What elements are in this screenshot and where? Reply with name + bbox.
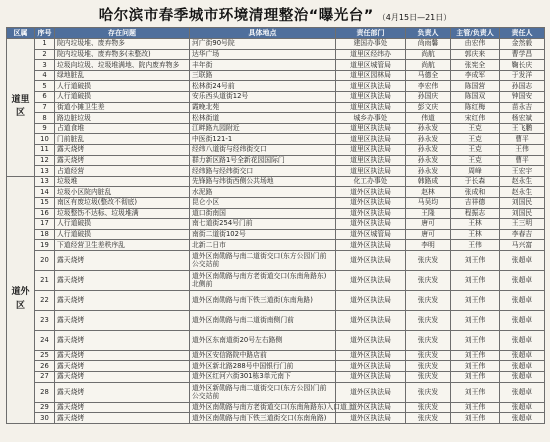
table-row [7, 134, 545, 145]
responsible-cell: 韩路成 [406, 176, 451, 187]
department-cell: 道外区执法局 [336, 413, 406, 424]
problem-cell: 绿地脏乱 [55, 70, 190, 81]
department-cell: 道外区执法局 [336, 382, 406, 402]
location-cell: 水泥路 [190, 187, 336, 198]
row-number: 25 [35, 350, 55, 361]
department-cell: 道里区执法局 [336, 81, 406, 92]
accountable-cell: 王飞鹏 [500, 123, 545, 134]
department-cell: 道里区城管局 [336, 60, 406, 71]
problem-cell: 露天烧烤 [55, 350, 190, 361]
table-row [7, 144, 545, 155]
department-cell: 道外区执法局 [336, 372, 406, 383]
supervisor-cell: 王克 [451, 123, 500, 134]
supervisor-cell: 陈国营 [451, 81, 500, 92]
problem-cell: 街道小摊卫生差 [55, 102, 190, 113]
supervisor-cell: 王林 [451, 219, 500, 230]
col-header: 责任部门 [336, 28, 406, 39]
responsible-cell: 张庆发 [406, 382, 451, 402]
supervisor-cell: 刘王伟 [451, 290, 500, 310]
title-date: （4月15日—21日） [377, 13, 452, 22]
problem-cell: 垃圾整饬不达标、垃圾堆满 [55, 208, 190, 219]
responsible-cell: 张庆发 [406, 372, 451, 383]
title-text: 哈尔滨市春季城市环境清理整治“曝光台” [98, 8, 374, 24]
location-cell: 群力新区路1号全新花园国际门 [190, 155, 336, 166]
table-row [7, 240, 545, 251]
department-cell: 道里区执法局 [336, 102, 406, 113]
accountable-cell: 赵永生 [500, 187, 545, 198]
supervisor-cell: 于长森 [451, 176, 500, 187]
responsible-cell: 张庆发 [406, 290, 451, 310]
problem-cell: 露天烧烤 [55, 250, 190, 270]
table-row [7, 81, 545, 92]
row-number: 5 [35, 81, 55, 92]
problem-cell: 人行道破损 [55, 219, 190, 230]
supervisor-cell: 刘王伟 [451, 402, 500, 413]
department-cell: 道外区执法局 [336, 187, 406, 198]
problem-cell: 垃圾堆 [55, 176, 190, 187]
row-number: 23 [35, 310, 55, 330]
table-row [7, 350, 545, 361]
col-header: 主管/负责人 [451, 28, 500, 39]
col-header: 具体地点 [190, 28, 336, 39]
table-row [7, 229, 545, 240]
accountable-cell: 张超卓 [500, 310, 545, 330]
row-number: 13 [35, 176, 55, 187]
problem-cell: 垃圾向垃圾、垃圾堆满地、院内废弃物多 [55, 60, 190, 71]
location-cell: 松林街24号前 [190, 81, 336, 92]
row-number: 8 [35, 113, 55, 124]
department-cell: 道外区执法局 [336, 250, 406, 270]
department-cell: 道里区执法局 [336, 166, 406, 177]
department-cell: 道外区执法局 [336, 290, 406, 310]
accountable-cell: 钟国安 [500, 91, 545, 102]
supervisor-cell: 宋红伟 [451, 113, 500, 124]
supervisor-cell: 程振志 [451, 208, 500, 219]
responsible-cell: 张庆发 [406, 402, 451, 413]
problem-cell: 露天烧烤 [55, 382, 190, 402]
accountable-cell: 张超卓 [500, 330, 545, 350]
responsible-cell: 赵林 [406, 187, 451, 198]
responsible-cell: 尚雨馨 [406, 39, 451, 50]
responsible-cell: 张庆发 [406, 310, 451, 330]
location-cell: 丰年街 [190, 60, 336, 71]
problem-cell: 露天烧烤 [55, 402, 190, 413]
row-number: 6 [35, 91, 55, 102]
table-row [7, 208, 545, 219]
location-cell: 经纬路与经纬街交口 [190, 166, 336, 177]
table-row [7, 123, 545, 134]
department-cell: 道外区执法局 [336, 208, 406, 219]
row-number: 21 [35, 270, 55, 290]
col-header: 区属 [7, 28, 35, 39]
supervisor-cell: 王克 [451, 144, 500, 155]
location-cell: 道外区南勋路与南二道街南侧门前 [190, 310, 336, 330]
accountable-cell: 杨宏斌 [500, 113, 545, 124]
supervisor-cell: 刘王伟 [451, 250, 500, 270]
table-row [7, 413, 545, 424]
location-cell: 松林街道 [190, 113, 336, 124]
location-cell: 安乐西头道街12号 [190, 91, 336, 102]
responsible-cell: 张庆发 [406, 270, 451, 290]
supervisor-cell: 刘王伟 [451, 413, 500, 424]
responsible-cell: 张庆发 [406, 350, 451, 361]
supervisor-cell: 刘王伟 [451, 270, 500, 290]
problem-cell: 门前脏乱 [55, 134, 190, 145]
location-cell: 经纬八道街与经纬街交口 [190, 144, 336, 155]
location-cell: 道外区南勋路与南下铁三道街(东南角路) [190, 290, 336, 310]
department-cell: 道里区执法局 [336, 134, 406, 145]
supervisor-cell: 王克 [451, 155, 500, 166]
supervisor-cell: 张成和 [451, 187, 500, 198]
responsible-cell: 伟道 [406, 113, 451, 124]
row-number: 2 [35, 49, 55, 60]
row-number: 10 [35, 134, 55, 145]
row-number: 22 [35, 290, 55, 310]
department-cell: 化工办事处 [336, 176, 406, 187]
row-number: 13 [35, 166, 55, 177]
supervisor-cell: 吉祥德 [451, 197, 500, 208]
supervisor-cell: 周峰 [451, 166, 500, 177]
supervisor-cell: 由宏伟 [451, 39, 500, 50]
supervisor-cell: 王克 [451, 134, 500, 145]
responsible-cell: 孙永发 [406, 123, 451, 134]
supervisor-cell: 郭庆来 [451, 49, 500, 60]
location-cell: 中医街121-1 [190, 134, 336, 145]
responsible-cell: 孙国庆 [406, 91, 451, 102]
responsible-cell: 李明 [406, 240, 451, 251]
department-cell: 道外区执法局 [336, 361, 406, 372]
supervisor-cell: 王林 [451, 229, 500, 240]
row-number: 28 [35, 382, 55, 402]
accountable-cell: 王伟 [500, 144, 545, 155]
location-cell: 三联路 [190, 70, 336, 81]
accountable-cell: 张超卓 [500, 413, 545, 424]
responsible-cell: 孙永发 [406, 155, 451, 166]
col-header: 责任人 [500, 28, 545, 39]
col-header: 序号 [35, 28, 55, 39]
department-cell: 道里区园林局 [336, 70, 406, 81]
location-cell: 江畔路九园附近 [190, 123, 336, 134]
table-row [7, 219, 545, 230]
row-number: 3 [35, 60, 55, 71]
supervisor-cell: 刘王伟 [451, 310, 500, 330]
table-row [7, 187, 545, 198]
col-header: 负责人 [406, 28, 451, 39]
row-number: 1 [35, 39, 55, 50]
department-cell: 道外区执法局 [336, 330, 406, 350]
location-cell: 道外区东南道街20号左右路侧 [190, 330, 336, 350]
supervisor-cell: 刘王伟 [451, 350, 500, 361]
supervisor-cell: 王伟 [451, 240, 500, 251]
problem-cell: 占道食堆 [55, 123, 190, 134]
accountable-cell: 张超卓 [500, 361, 545, 372]
responsible-cell: 孙永发 [406, 134, 451, 145]
table-row [7, 91, 545, 102]
location-cell: 先锋路与纬街西侧公共场地 [190, 176, 336, 187]
supervisor-cell: 刘王伟 [451, 330, 500, 350]
problem-cell: 南区有废垃圾(整改不彻底) [55, 197, 190, 208]
responsible-cell: 唐可 [406, 219, 451, 230]
row-number: 7 [35, 102, 55, 113]
responsible-cell: 尚航 [406, 60, 451, 71]
supervisor-cell: 刘王伟 [451, 372, 500, 383]
department-cell: 城乡办事处 [336, 113, 406, 124]
responsible-cell: 尚航 [406, 49, 451, 60]
col-header: 存在问题 [55, 28, 190, 39]
accountable-cell: 王宏宇 [500, 166, 545, 177]
table-row [7, 113, 545, 124]
row-number: 20 [35, 250, 55, 270]
accountable-cell: 张超卓 [500, 290, 545, 310]
responsible-cell: 张庆发 [406, 413, 451, 424]
table-row [7, 49, 545, 60]
accountable-cell: 张超卓 [500, 372, 545, 383]
accountable-cell: 王三明 [500, 219, 545, 230]
accountable-cell: 曹学昌 [500, 49, 545, 60]
location-cell: 道外区南勋路与南二道街交口(东方公园)门前公交站前 [190, 250, 336, 270]
department-cell: 道外区执法局 [336, 310, 406, 330]
problem-cell: 院内垃圾堆、废弃物多 [55, 39, 190, 50]
problem-cell: 露天烧烤 [55, 413, 190, 424]
location-cell: 南街二道街102号 [190, 229, 336, 240]
problem-cell: 人行道破损 [55, 91, 190, 102]
location-cell: 昆仑小区 [190, 197, 336, 208]
problem-cell: 露天烧烤 [55, 155, 190, 166]
table-row [7, 60, 545, 71]
problem-cell: 占道经营 [55, 166, 190, 177]
department-cell: 道外区执法局 [336, 219, 406, 230]
problem-cell: 露天烧烤 [55, 270, 190, 290]
problem-cell: 露天烧烤 [55, 144, 190, 155]
table-row [7, 155, 545, 166]
problem-cell: 人行道破损 [55, 81, 190, 92]
location-cell: 南七道街254号门前 [190, 219, 336, 230]
responsible-cell: 王隆 [406, 208, 451, 219]
row-number: 12 [35, 155, 55, 166]
problem-cell: 路边脏垃圾 [55, 113, 190, 124]
row-number: 29 [35, 402, 55, 413]
problem-cell: 人行道破损 [55, 229, 190, 240]
department-cell: 道里区执法局 [336, 123, 406, 134]
problem-cell: 露天烧烤 [55, 330, 190, 350]
row-number: 26 [35, 361, 55, 372]
location-cell: 道外区南勋路与南方老街道交口(东南角路东)入口道上 [190, 402, 336, 413]
department-cell: 道里区执法局 [336, 155, 406, 166]
table-row [7, 290, 545, 310]
accountable-cell: 张超卓 [500, 270, 545, 290]
supervisor-cell: 刘王伟 [451, 382, 500, 402]
row-number: 15 [35, 197, 55, 208]
responsible-cell: 李宏伟 [406, 81, 451, 92]
accountable-cell: 曹平 [500, 134, 545, 145]
responsible-cell: 马吴均 [406, 197, 451, 208]
row-number: 27 [35, 372, 55, 383]
district-cell: 道外区 [7, 176, 35, 423]
department-cell: 道外区执法局 [336, 197, 406, 208]
row-number: 17 [35, 219, 55, 230]
location-cell: 道外区安信路院中路店前 [190, 350, 336, 361]
table-row [7, 39, 545, 50]
accountable-cell: 孙国志 [500, 81, 545, 92]
department-cell: 建国办事处 [336, 39, 406, 50]
table-row [7, 176, 545, 187]
district-cell: 道里区 [7, 39, 35, 177]
problem-cell: 下道经营卫生差秩序乱 [55, 240, 190, 251]
row-number: 4 [35, 70, 55, 81]
row-number: 16 [35, 208, 55, 219]
accountable-cell: 张超卓 [500, 250, 545, 270]
row-number: 18 [35, 229, 55, 240]
location-cell: 达华广场 [190, 49, 336, 60]
location-cell: 道外区南勋路与南方老街道交口(东南角路东)北侧前 [190, 270, 336, 290]
accountable-cell: 李春吉 [500, 229, 545, 240]
responsible-cell: 张庆发 [406, 330, 451, 350]
accountable-cell: 金然毅 [500, 39, 545, 50]
accountable-cell: 苗永吉 [500, 102, 545, 113]
location-cell: 道外区红河六街301栋3单元南下 [190, 372, 336, 383]
table-row [7, 382, 545, 402]
responsible-cell: 孙永发 [406, 144, 451, 155]
department-cell: 道外区执法局 [336, 402, 406, 413]
row-number: 9 [35, 123, 55, 134]
table-row [7, 102, 545, 113]
responsible-cell: 彭文庆 [406, 102, 451, 113]
department-cell: 道里区执法局 [336, 91, 406, 102]
department-cell: 道外区执法局 [336, 350, 406, 361]
supervisor-cell: 刘王伟 [451, 361, 500, 372]
problem-cell: 露天烧烤 [55, 310, 190, 330]
row-number: 24 [35, 330, 55, 350]
location-cell: 霞晚北苑 [190, 102, 336, 113]
problem-cell: 院内垃圾堆、废弃物多(未整改) [55, 49, 190, 60]
problem-cell: 露天烧烤 [55, 290, 190, 310]
accountable-cell: 刘国民 [500, 208, 545, 219]
problem-cell: 露天烧烤 [55, 361, 190, 372]
supervisor-cell: 张宪全 [451, 60, 500, 71]
table-header-row [7, 28, 545, 39]
accountable-cell: 张超卓 [500, 350, 545, 361]
document-title [0, 4, 550, 25]
accountable-cell: 刘国民 [500, 197, 545, 208]
accountable-cell: 曹平 [500, 155, 545, 166]
exposure-table [6, 27, 545, 424]
table-row [7, 372, 545, 383]
table-row [7, 270, 545, 290]
location-cell: 道外区南勋路与南下铁三道街交口(东南角路) [190, 413, 336, 424]
table-row [7, 70, 545, 81]
department-cell: 道外区执法局 [336, 240, 406, 251]
table-row [7, 330, 545, 350]
responsible-cell: 孙永发 [406, 166, 451, 177]
department-cell: 道里区执法局 [336, 144, 406, 155]
responsible-cell: 张庆发 [406, 250, 451, 270]
location-cell: 道口街南国 [190, 208, 336, 219]
responsible-cell: 马德全 [406, 70, 451, 81]
supervisor-cell: 陈红梅 [451, 102, 500, 113]
table-row [7, 361, 545, 372]
table-row [7, 310, 545, 330]
table-row [7, 197, 545, 208]
department-cell: 道外区城管局 [336, 229, 406, 240]
location-cell: 北新二日市 [190, 240, 336, 251]
accountable-cell: 张超卓 [500, 382, 545, 402]
accountable-cell: 张超卓 [500, 402, 545, 413]
problem-cell: 露天烧烤 [55, 372, 190, 383]
location-cell: 道外区新勋路与南二道街交口(东方公园)门前公交站前 [190, 382, 336, 402]
accountable-cell: 鞠长庆 [500, 60, 545, 71]
table-row [7, 166, 545, 177]
location-cell: 河广街90号院 [190, 39, 336, 50]
table-row [7, 250, 545, 270]
row-number: 11 [35, 144, 55, 155]
row-number: 30 [35, 413, 55, 424]
responsible-cell: 唐可 [406, 229, 451, 240]
location-cell: 道外区新北路288号中国银行门前 [190, 361, 336, 372]
department-cell: 道外区执法局 [336, 270, 406, 290]
supervisor-cell: 李成军 [451, 70, 500, 81]
accountable-cell: 马兴富 [500, 240, 545, 251]
supervisor-cell: 陈国双 [451, 91, 500, 102]
accountable-cell: 于发洋 [500, 70, 545, 81]
table-row [7, 402, 545, 413]
department-cell: 道里区经纬办 [336, 49, 406, 60]
accountable-cell: 赵永生 [500, 176, 545, 187]
problem-cell: 垃圾小区院内脏乱 [55, 187, 190, 198]
responsible-cell: 张庆发 [406, 361, 451, 372]
row-number: 14 [35, 187, 55, 198]
row-number: 19 [35, 240, 55, 251]
